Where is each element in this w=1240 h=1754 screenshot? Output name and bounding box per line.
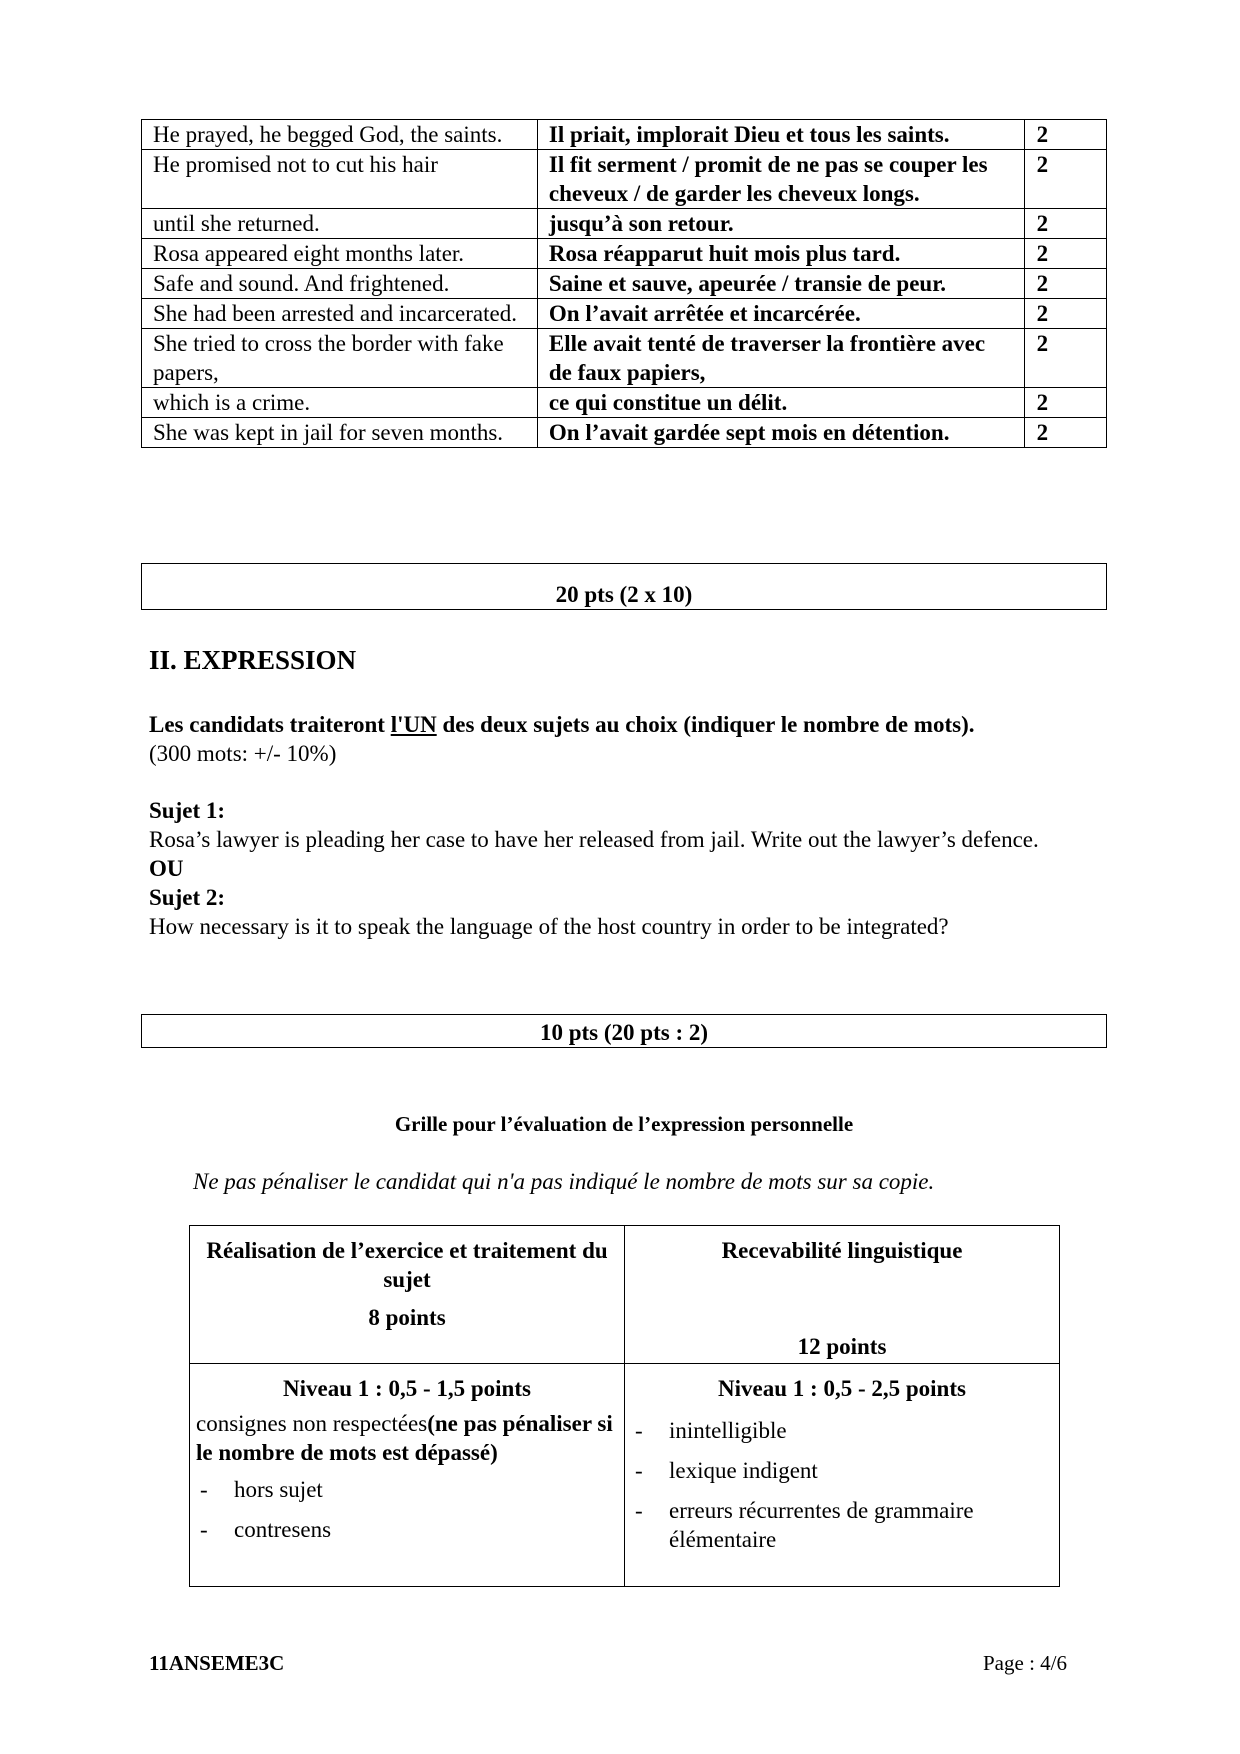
french-cell: Elle avait tenté de traverser la frontière avec de faux papiers, bbox=[537, 329, 1024, 388]
grid-title: Grille pour l’évaluation de l’expression personnelle bbox=[394, 1112, 854, 1136]
section-title: II. EXPRESSION bbox=[149, 645, 357, 675]
table-row bbox=[142, 299, 1107, 329]
col2-points: 12 points bbox=[797, 1334, 887, 1359]
english-cell: She was kept in jail for seven months. bbox=[142, 418, 538, 448]
subject1-text: Rosa’s lawyer is pleading her case to have her released from jail. Write out the lawyer’s defence. bbox=[149, 827, 1039, 852]
english-cell: until she returned. bbox=[142, 209, 538, 239]
points-cell: 2 bbox=[1024, 269, 1106, 299]
word-count: (300 mots: +/- 10%) bbox=[149, 741, 337, 766]
col1-list bbox=[196, 1475, 618, 1544]
grid-note: Ne pas pénaliser le candidat qui n'a pas indiqué le nombre de mots sur sa copie. bbox=[193, 1169, 935, 1194]
points-cell: 2 bbox=[1024, 388, 1106, 418]
expression-score: 10 pts (20 pts : 2) bbox=[539, 1020, 709, 1045]
points-cell: 2 bbox=[1024, 120, 1106, 150]
translation-table bbox=[141, 119, 1107, 448]
grid-level1-col1 bbox=[190, 1364, 625, 1587]
col1-text-bold: (ne pas pénaliser si le nombre de mots est dépassé) bbox=[196, 1411, 613, 1465]
col2-title: Recevabilité linguistique bbox=[721, 1238, 963, 1263]
document-code: 11ANSEME3C bbox=[149, 1651, 285, 1675]
english-cell: He prayed, he begged God, the saints. bbox=[142, 120, 538, 150]
table-row bbox=[142, 418, 1107, 448]
grid-header-col2 bbox=[625, 1226, 1060, 1364]
col2-level: Niveau 1 : 0,5 - 2,5 points bbox=[718, 1376, 966, 1401]
table-row bbox=[142, 150, 1107, 209]
french-cell: ce qui constitue un délit. bbox=[537, 388, 1024, 418]
col1-description bbox=[196, 1409, 618, 1467]
points-cell: 2 bbox=[1024, 418, 1106, 448]
instruction-line bbox=[149, 710, 1104, 739]
french-cell: jusqu’à son retour. bbox=[537, 209, 1024, 239]
english-cell: He promised not to cut his hair bbox=[142, 150, 538, 209]
list-item: - erreurs récurrentes de grammaire élémentaire bbox=[631, 1496, 1053, 1554]
french-cell: On l’avait gardée sept mois en détention. bbox=[537, 418, 1024, 448]
list-item: - lexique indigent bbox=[631, 1456, 1053, 1485]
table-row bbox=[142, 269, 1107, 299]
instruction-text-1: Les candidats traiteront bbox=[149, 712, 391, 737]
french-cell: Il fit serment / promit de ne pas se couper les cheveux / de garder les cheveux longs. bbox=[537, 150, 1024, 209]
table-row bbox=[142, 120, 1107, 150]
col1-level: Niveau 1 : 0,5 - 1,5 points bbox=[283, 1376, 531, 1401]
english-cell: which is a crime. bbox=[142, 388, 538, 418]
evaluation-grid bbox=[189, 1225, 1060, 1587]
col1-points: 8 points bbox=[368, 1305, 446, 1330]
english-cell: Rosa appeared eight months later. bbox=[142, 239, 538, 269]
table-row bbox=[142, 239, 1107, 269]
list-item: - contresens bbox=[196, 1515, 618, 1544]
translation-score-box bbox=[141, 563, 1107, 610]
subject1-label: Sujet 1: bbox=[149, 798, 226, 823]
table-row bbox=[142, 209, 1107, 239]
french-cell: Il priait, implorait Dieu et tous les saints. bbox=[537, 120, 1024, 150]
english-cell: She had been arrested and incarcerated. bbox=[142, 299, 538, 329]
col2-list bbox=[631, 1416, 1053, 1554]
expression-score-box bbox=[141, 1014, 1107, 1048]
grid-header-col1 bbox=[190, 1226, 625, 1364]
french-cell: Saine et sauve, apeurée / transie de peur. bbox=[537, 269, 1024, 299]
english-cell: She tried to cross the border with fake papers, bbox=[142, 329, 538, 388]
col1-text-normal: consignes non respectées bbox=[196, 1411, 428, 1436]
points-cell: 2 bbox=[1024, 150, 1106, 209]
translation-score: 20 pts (2 x 10) bbox=[555, 582, 693, 607]
points-cell: 2 bbox=[1024, 209, 1106, 239]
page-number: Page : 4/6 bbox=[983, 1651, 1067, 1675]
french-cell: On l’avait arrêtée et incarcérée. bbox=[537, 299, 1024, 329]
list-item: - hors sujet bbox=[196, 1475, 618, 1504]
subject2-label: Sujet 2: bbox=[149, 885, 226, 910]
expression-instructions bbox=[149, 710, 1104, 768]
col1-title: Réalisation de l’exercice et traitement du sujet bbox=[206, 1238, 608, 1292]
english-cell: Safe and sound. And frightened. bbox=[142, 269, 538, 299]
french-cell: Rosa réapparut huit mois plus tard. bbox=[537, 239, 1024, 269]
instruction-underlined: l'UN bbox=[390, 712, 437, 737]
table-row bbox=[142, 388, 1107, 418]
points-cell: 2 bbox=[1024, 239, 1106, 269]
subject2-text: How necessary is it to speak the language of the host country in order to be integrated? bbox=[149, 914, 949, 939]
points-cell: 2 bbox=[1024, 329, 1106, 388]
or-label: OU bbox=[149, 856, 184, 881]
list-item: - inintelligible bbox=[631, 1416, 1053, 1445]
table-row bbox=[142, 329, 1107, 388]
instruction-text-2: des deux sujets au choix (indiquer le nombre de mots). bbox=[436, 712, 975, 737]
points-cell: 2 bbox=[1024, 299, 1106, 329]
grid-level1-col2 bbox=[625, 1364, 1060, 1587]
subjects bbox=[149, 796, 1104, 941]
